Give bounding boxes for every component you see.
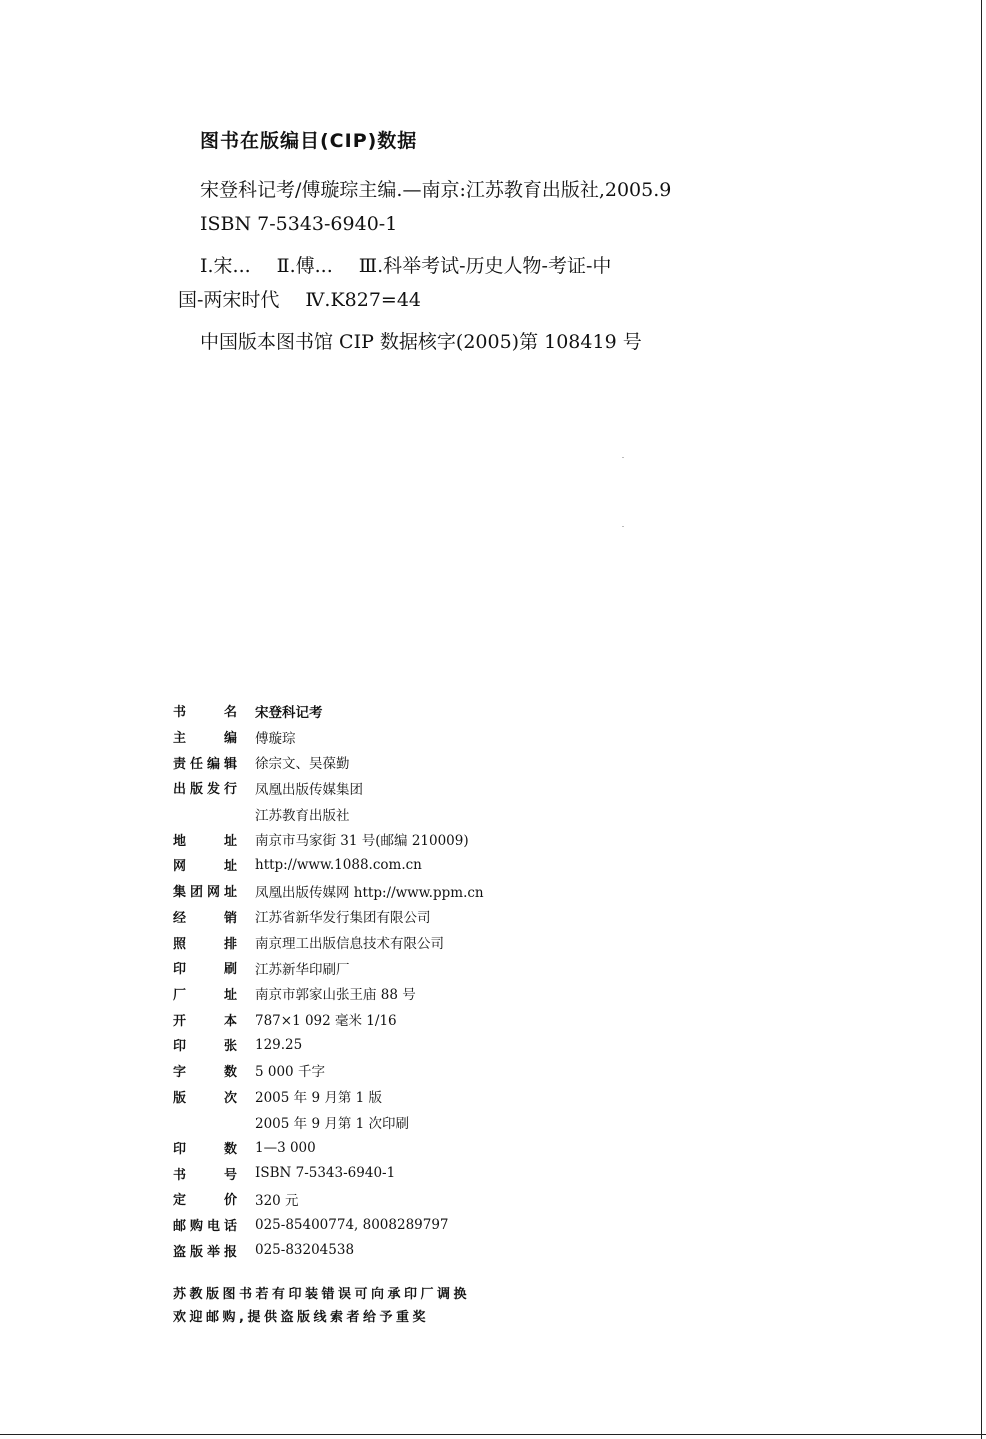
scan-speck — [622, 457, 624, 458]
colophon-label-char: 辑 — [223, 756, 237, 772]
colophon-value: 320 元 — [255, 1192, 299, 1209]
colophon-label — [173, 1061, 237, 1080]
colophon-label-char: 网 — [206, 885, 220, 901]
colophon-label-char: 次 — [223, 1090, 237, 1106]
colophon-table — [173, 698, 773, 1263]
colophon-label-char: 行 — [223, 782, 237, 798]
colophon-label — [173, 984, 237, 1003]
page-border-bottom — [0, 1434, 986, 1435]
colophon-label — [173, 1164, 237, 1183]
colophon-label-char: 责 — [173, 756, 187, 772]
colophon-label-char: 书 — [173, 705, 187, 721]
colophon-label-char: 邮 — [173, 1219, 187, 1235]
footer-line-2: 欢迎邮购,提供盗版线索者给予重奖 — [173, 1310, 429, 1325]
colophon-label — [173, 1189, 237, 1208]
colophon-label — [173, 778, 237, 797]
colophon-label-char: 本 — [223, 1013, 237, 1029]
colophon-label — [173, 753, 237, 772]
colophon-label-char: 开 — [173, 1013, 187, 1029]
colophon-label-char: 照 — [173, 936, 187, 952]
colophon-row — [173, 826, 773, 852]
colophon-row — [173, 955, 773, 981]
colophon-label-char: 发 — [206, 782, 220, 798]
colophon-label — [173, 1241, 237, 1260]
footer-notice — [173, 1283, 470, 1329]
colophon-row — [173, 1237, 773, 1263]
colophon-label — [173, 907, 237, 926]
colophon-row — [173, 724, 773, 750]
cip-block — [178, 126, 738, 359]
cip-subjects-line — [178, 249, 738, 283]
page-border-right — [981, 0, 982, 1439]
colophon-label — [173, 958, 237, 977]
colophon-row — [173, 1006, 773, 1032]
cip-subject-3-cont: 国-两宋时代 — [178, 289, 280, 311]
colophon-label — [173, 855, 237, 874]
colophon-label-char: 排 — [223, 936, 237, 952]
colophon-label-char: 名 — [223, 705, 237, 721]
colophon-label-char: 址 — [223, 833, 237, 849]
colophon-label-char: 销 — [223, 910, 237, 926]
colophon-label — [173, 727, 237, 746]
colophon-row — [173, 981, 773, 1007]
colophon-label-char: 印 — [173, 962, 187, 978]
colophon-value: ISBN 7-5343-6940-1 — [255, 1165, 396, 1182]
colophon-label-char: 编 — [223, 731, 237, 747]
colophon-label-char: 号 — [223, 1167, 237, 1183]
colophon-row — [173, 749, 773, 775]
colophon-row — [173, 775, 773, 801]
cip-title-line: 宋登科记考/傅璇琮主编.—南京:江苏教育出版社,2005.9 — [200, 179, 672, 201]
colophon-label-char: 集 — [173, 885, 187, 901]
colophon-label-char: 字 — [173, 1064, 187, 1080]
colophon-label — [173, 933, 237, 952]
colophon-label-char: 书 — [173, 1167, 187, 1183]
colophon-value: 傅璇琮 — [255, 730, 296, 747]
colophon-value: 徐宗文、吴葆勤 — [255, 756, 350, 773]
colophon-label — [173, 1035, 237, 1054]
colophon-row — [173, 929, 773, 955]
colophon-label-char: 购 — [189, 1219, 203, 1235]
colophon-row — [173, 878, 773, 904]
colophon-value: 129.25 — [255, 1036, 303, 1053]
colophon-value: 宋登科记考 — [255, 704, 323, 721]
colophon-value: 南京理工出版信息技术有限公司 — [255, 936, 444, 953]
colophon-value: 南京市马家街 31 号(邮编 210009) — [255, 833, 469, 850]
colophon-label — [173, 881, 237, 900]
colophon-label-char: 印 — [173, 1142, 187, 1158]
colophon-label-char: 刷 — [223, 962, 237, 978]
cip-subject-2: Ⅱ.傅... — [276, 255, 333, 277]
colophon-label-char: 数 — [223, 1142, 237, 1158]
scan-speck — [622, 526, 624, 527]
colophon-value: 2005 年 9 月第 1 次印刷 — [255, 1115, 409, 1132]
colophon-label-char: 印 — [173, 1039, 187, 1055]
colophon-row — [173, 1083, 773, 1109]
colophon-label-char: 话 — [223, 1219, 237, 1235]
colophon-label-char: 版 — [173, 1090, 187, 1106]
colophon-label-char: 编 — [206, 756, 220, 772]
colophon-label — [173, 701, 237, 720]
colophon-row — [173, 1058, 773, 1084]
colophon-label — [173, 1010, 237, 1029]
colophon-label-char: 版 — [189, 1244, 203, 1260]
colophon-value: 5 000 千字 — [255, 1064, 325, 1081]
colophon-value: 787×1 092 毫米 1/16 — [255, 1013, 397, 1030]
colophon-value: 凤凰出版传媒网 http://www.ppm.cn — [255, 884, 484, 901]
colophon-label-char: 址 — [223, 885, 237, 901]
colophon-value: 南京市郭家山张王庙 88 号 — [255, 987, 416, 1004]
colophon-label — [173, 1215, 237, 1234]
colophon-value: 凤凰出版传媒集团 — [255, 781, 363, 798]
colophon-row — [173, 1160, 773, 1186]
colophon-label-char: 定 — [173, 1193, 187, 1209]
colophon-label-char: 举 — [206, 1244, 220, 1260]
colophon-row — [173, 698, 773, 724]
colophon-row — [173, 801, 773, 827]
colophon-value: http://www.1088.com.cn — [255, 856, 422, 873]
colophon-label-char: 团 — [189, 885, 203, 901]
colophon-label-char: 版 — [189, 782, 203, 798]
colophon-row — [173, 1135, 773, 1161]
colophon-label-char: 盗 — [173, 1244, 187, 1260]
cip-catalog-line: 中国版本图书馆 CIP 数据核字(2005)第 108419 号 — [200, 331, 642, 353]
colophon-label — [173, 1087, 237, 1106]
colophon-row — [173, 1212, 773, 1238]
colophon-label-char: 任 — [189, 756, 203, 772]
colophon-label-char: 厂 — [173, 987, 187, 1003]
cip-subjects-line-cont — [178, 283, 738, 317]
cip-heading: 图书在版编目(CIP)数据 — [200, 130, 418, 152]
cip-isbn-line: ISBN 7-5343-6940-1 — [200, 213, 398, 235]
colophon-label-char: 址 — [223, 987, 237, 1003]
colophon-label-char: 址 — [223, 859, 237, 875]
colophon-row — [173, 1186, 773, 1212]
colophon-label-char: 数 — [223, 1064, 237, 1080]
colophon-label-char: 经 — [173, 910, 187, 926]
colophon-label-char: 地 — [173, 833, 187, 849]
colophon-row — [173, 1032, 773, 1058]
colophon-label-char: 网 — [173, 859, 187, 875]
colophon-value: 025-83204538 — [255, 1242, 355, 1259]
colophon-value: 025-85400774, 8008289797 — [255, 1216, 449, 1233]
colophon-label-char: 主 — [173, 731, 187, 747]
colophon-value: 江苏省新华发行集团有限公司 — [255, 910, 431, 927]
colophon-label-char: 电 — [206, 1219, 220, 1235]
cip-subject-3: Ⅲ.科举考试-历史人物-考证-中 — [358, 255, 612, 277]
colophon-value: 2005 年 9 月第 1 版 — [255, 1090, 382, 1107]
colophon-label-char: 张 — [223, 1039, 237, 1055]
cip-subject-4: Ⅳ.K827=44 — [305, 289, 421, 311]
colophon-value: 江苏新华印刷厂 — [255, 961, 350, 978]
colophon-value: 江苏教育出版社 — [255, 807, 350, 824]
colophon-label-char: 报 — [223, 1244, 237, 1260]
cip-subject-1: Ⅰ.宋... — [200, 255, 251, 277]
colophon-label-char: 价 — [223, 1193, 237, 1209]
colophon-row — [173, 852, 773, 878]
colophon-value: 1—3 000 — [255, 1139, 316, 1156]
footer-line-1: 苏教版图书若有印装错误可向承印厂调换 — [173, 1287, 471, 1302]
colophon-label-char: 出 — [173, 782, 187, 798]
colophon-row — [173, 904, 773, 930]
colophon-row — [173, 1109, 773, 1135]
colophon-label — [173, 830, 237, 849]
colophon-label — [173, 1138, 237, 1157]
